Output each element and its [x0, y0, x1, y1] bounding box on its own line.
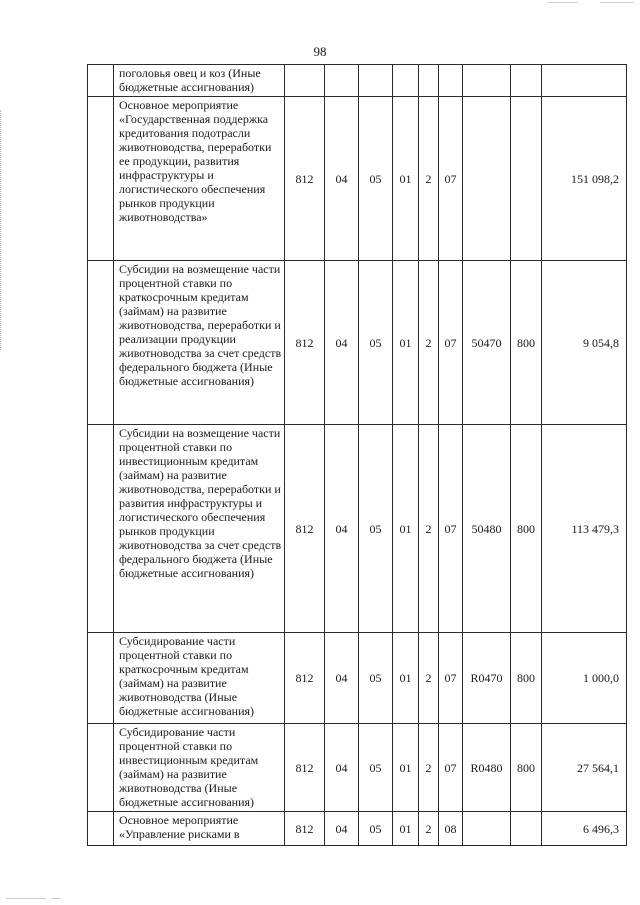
subprogram-code: 2	[419, 724, 439, 812]
program-code: 01	[393, 812, 419, 846]
table-row	[88, 724, 627, 812]
direction-code	[463, 65, 511, 97]
expense-type-code	[511, 97, 542, 261]
expense-type-code: 800	[511, 425, 542, 633]
subprogram-code: 2	[419, 97, 439, 261]
event-code: 08	[439, 812, 463, 846]
event-code: 07	[439, 97, 463, 261]
item-name: Субсидирование части процентной ставки по инвестиционным кредитам (займам) на развитие животноводства (Иные бюджетные ассигнования)	[114, 724, 285, 812]
direction-code: R0470	[463, 633, 511, 724]
subsection-code: 05	[359, 633, 393, 724]
amount: 1 000,0	[542, 633, 627, 724]
scan-artifact	[548, 2, 578, 3]
blank-cell	[88, 812, 114, 846]
expense-type-code: 800	[511, 261, 542, 425]
subsection-code: 05	[359, 724, 393, 812]
scan-artifact	[52, 898, 60, 899]
amount: 113 479,3	[542, 425, 627, 633]
program-code: 01	[393, 97, 419, 261]
direction-code	[463, 97, 511, 261]
event-code: 07	[439, 633, 463, 724]
table-row	[88, 633, 627, 724]
subprogram-code: 2	[419, 261, 439, 425]
program-code: 01	[393, 633, 419, 724]
event-code: 07	[439, 261, 463, 425]
item-name: Субсидирование части процентной ставки по краткосрочным кредитам (займам) на развитие животноводства (Иные бюджетные ассигнования)	[114, 633, 285, 724]
amount	[542, 65, 627, 97]
program-code: 01	[393, 724, 419, 812]
page-number: 98	[313, 44, 327, 59]
event-code	[439, 65, 463, 97]
section-code: 04	[325, 633, 359, 724]
blank-cell	[88, 633, 114, 724]
item-name: Основное мероприятие «Государственная поддержка кредитования подотрасли животноводства, переработки ее продукции, развития инфраструктуры и логистического обеспечения рынков продукции животноводства»	[114, 97, 285, 261]
direction-code: 50480	[463, 425, 511, 633]
direction-code: 50470	[463, 261, 511, 425]
scan-artifact	[6, 898, 46, 899]
subsection-code: 05	[359, 425, 393, 633]
scan-artifact	[600, 2, 634, 3]
grbs-code: 812	[285, 261, 325, 425]
section-code: 04	[325, 97, 359, 261]
event-code: 07	[439, 724, 463, 812]
item-name: Основное мероприятие «Управление рисками в	[114, 812, 285, 846]
amount: 9 054,8	[542, 261, 627, 425]
subprogram-code: 2	[419, 812, 439, 846]
subprogram-code: 2	[419, 425, 439, 633]
scan-artifact	[0, 110, 2, 350]
grbs-code: 812	[285, 812, 325, 846]
program-code: 01	[393, 261, 419, 425]
table-row	[88, 65, 627, 97]
grbs-code: 812	[285, 633, 325, 724]
amount: 6 496,3	[542, 812, 627, 846]
grbs-code	[285, 65, 325, 97]
direction-code: R0480	[463, 724, 511, 812]
table-row	[88, 261, 627, 425]
direction-code	[463, 812, 511, 846]
expense-type-code: 800	[511, 724, 542, 812]
expense-type-code	[511, 65, 542, 97]
table-row	[88, 425, 627, 633]
expense-type-code	[511, 812, 542, 846]
grbs-code: 812	[285, 97, 325, 261]
blank-cell	[88, 425, 114, 633]
grbs-code: 812	[285, 425, 325, 633]
amount: 27 564,1	[542, 724, 627, 812]
amount: 151 098,2	[542, 97, 627, 261]
subprogram-code: 2	[419, 633, 439, 724]
blank-cell	[88, 65, 114, 97]
blank-cell	[88, 97, 114, 261]
section-code	[325, 65, 359, 97]
subprogram-code	[419, 65, 439, 97]
subsection-code	[359, 65, 393, 97]
expense-type-code: 800	[511, 633, 542, 724]
event-code: 07	[439, 425, 463, 633]
item-name: Субсидии на возмещение части процентной ставки по инвестиционным кредитам (займам) на развитие животноводства, переработки и развития инфраструктуры и логистического обеспечения рынков продукции животноводства за счет средств федерального бюджета (Иные бюджетные ассигнования)	[114, 425, 285, 633]
section-code: 04	[325, 425, 359, 633]
item-name: Субсидии на возмещение части процентной ставки по краткосрочным кредитам (займам) на развитие животноводства, переработки и реализации продукции животноводства за счет средств федерального бюджета (Иные бюджетные ассигнования)	[114, 261, 285, 425]
table-row	[88, 97, 627, 261]
grbs-code: 812	[285, 724, 325, 812]
program-code	[393, 65, 419, 97]
section-code: 04	[325, 261, 359, 425]
item-name: поголовья овец и коз (Иные бюджетные ассигнования)	[114, 65, 285, 97]
table-row	[88, 812, 627, 846]
blank-cell	[88, 261, 114, 425]
subsection-code: 05	[359, 97, 393, 261]
program-code: 01	[393, 425, 419, 633]
blank-cell	[88, 724, 114, 812]
subsection-code: 05	[359, 812, 393, 846]
budget-table	[87, 64, 627, 846]
section-code: 04	[325, 812, 359, 846]
subsection-code: 05	[359, 261, 393, 425]
section-code: 04	[325, 724, 359, 812]
